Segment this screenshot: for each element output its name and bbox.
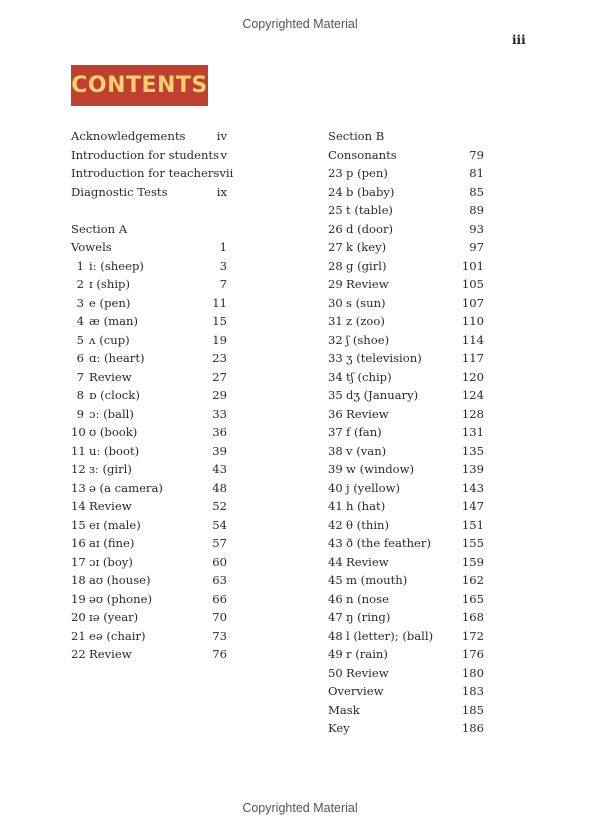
entry-title: Key <box>328 721 350 735</box>
entry-label: r (rain) <box>346 647 388 661</box>
entry-title: Diagnostic Tests <box>71 184 168 199</box>
entry-label: eə (chair) <box>89 628 146 643</box>
entry-title <box>328 238 469 257</box>
entry-title: Introduction for students <box>71 147 220 162</box>
entry-label: Review <box>89 369 132 384</box>
entry-title: Consonants <box>328 147 397 162</box>
unit-entry <box>71 534 227 553</box>
entry-page: 60 <box>212 554 227 569</box>
watermark-top: Copyrighted Material <box>242 17 358 31</box>
entry-page: 186 <box>461 721 484 735</box>
entry-title <box>71 590 212 609</box>
front-matter-entry <box>71 164 234 183</box>
unit-entry <box>328 331 484 350</box>
entry-page: 147 <box>461 499 484 513</box>
entry-number: 29 <box>328 277 343 291</box>
entry-label: tʃ (chip) <box>346 369 392 384</box>
entry-page: 183 <box>461 684 484 698</box>
unit-entry <box>71 460 227 479</box>
unit-entry <box>328 164 484 183</box>
entry-page: 1 <box>219 240 227 254</box>
entry-number: 38 <box>328 443 343 458</box>
entry-page: 11 <box>212 295 227 310</box>
entry-title <box>328 164 469 183</box>
entry-page: 63 <box>212 573 227 587</box>
entry-title <box>328 386 462 405</box>
entry-page: 151 <box>461 517 484 532</box>
back-matter-entry <box>328 701 484 720</box>
entry-title <box>328 627 462 646</box>
entry-number: 28 <box>328 258 343 273</box>
entry-page: 93 <box>469 221 484 236</box>
unit-entry <box>71 405 227 424</box>
entry-page: 172 <box>461 628 484 643</box>
entry-title <box>71 553 212 572</box>
entry-page: 135 <box>461 443 484 458</box>
unit-entry <box>328 664 484 683</box>
unit-entry <box>71 516 227 535</box>
entry-number: 43 <box>328 536 343 550</box>
entry-number: 26 <box>328 221 343 236</box>
entry-title <box>71 479 212 498</box>
entry-page: 162 <box>461 573 484 587</box>
entry-number: 31 <box>328 314 343 328</box>
unit-entry <box>328 590 484 609</box>
entry-title <box>71 516 212 535</box>
entry-number: 33 <box>328 351 343 365</box>
entry-title <box>71 405 212 424</box>
entry-page: 168 <box>461 610 484 624</box>
entry-label: ɡ (girl) <box>346 258 387 273</box>
entry-title: Vowels <box>71 240 112 254</box>
unit-entry <box>328 553 484 572</box>
entry-title <box>71 460 212 479</box>
entry-label: ɪ (ship) <box>89 277 130 291</box>
entry-page: 131 <box>461 425 484 439</box>
unit-entry <box>328 220 484 239</box>
entry-page: v <box>220 147 227 162</box>
entry-title <box>328 275 462 294</box>
entry-title <box>328 608 462 627</box>
unit-entry <box>71 423 227 442</box>
entry-title <box>328 183 469 202</box>
entry-label: ʒ (television) <box>346 351 422 365</box>
entry-label: aɪ (fine) <box>89 536 135 550</box>
entry-label: ð (the feather) <box>346 536 431 550</box>
entry-label: æ (man) <box>89 314 139 328</box>
group-entry <box>328 146 484 165</box>
entry-title <box>71 423 212 442</box>
entry-number: 34 <box>328 369 343 384</box>
entry-page: 117 <box>461 351 484 365</box>
unit-entry <box>328 516 484 535</box>
back-matter-entry <box>328 719 484 738</box>
unit-entry <box>328 386 484 405</box>
entry-page: 89 <box>469 203 484 217</box>
entry-number: 22 <box>71 647 86 661</box>
entry-number: 4 <box>76 314 84 328</box>
entry-title <box>71 312 212 331</box>
entry-number: 14 <box>71 499 86 513</box>
entry-label: θ (thin) <box>346 517 390 532</box>
entry-label: ʃ (shoe) <box>346 332 390 347</box>
unit-entry <box>328 349 484 368</box>
entry-number: 17 <box>71 554 86 569</box>
entry-label: j (yellow) <box>346 480 401 495</box>
entry-title <box>71 257 220 276</box>
entry-label: Review <box>346 554 389 569</box>
entry-title <box>71 386 212 405</box>
unit-entry <box>328 312 484 331</box>
unit-entry <box>71 627 227 646</box>
entry-page: 70 <box>212 610 227 624</box>
entry-title <box>71 627 212 646</box>
unit-entry <box>328 497 484 516</box>
entry-number: 13 <box>71 480 86 495</box>
entry-title <box>328 294 462 313</box>
unit-entry <box>71 368 227 387</box>
entry-page: 43 <box>212 462 227 476</box>
entry-title <box>71 442 212 461</box>
entry-number: 41 <box>328 499 343 513</box>
front-matter-entry <box>71 127 227 146</box>
unit-entry <box>71 275 227 294</box>
entry-title <box>328 442 462 461</box>
section-title: Section B <box>328 129 385 143</box>
entry-page: 7 <box>219 277 227 291</box>
entry-number: 2 <box>76 277 84 291</box>
watermark-bottom: Copyrighted Material <box>242 801 358 815</box>
entry-number: 32 <box>328 332 343 347</box>
entry-number: 37 <box>328 425 343 439</box>
entry-label: ŋ (ring) <box>346 610 391 624</box>
entry-label: w (window) <box>346 462 415 476</box>
spacer <box>71 201 227 220</box>
entry-label: m (mouth) <box>346 573 408 587</box>
entry-label: Review <box>346 665 389 680</box>
entry-number: 20 <box>71 610 86 624</box>
entry-label: ɜː (girl) <box>89 462 132 476</box>
entry-number: 10 <box>71 425 86 439</box>
entry-label: aʊ (house) <box>89 573 151 587</box>
entry-label: Review <box>346 277 389 291</box>
entry-label: Review <box>89 499 132 513</box>
group-entry <box>71 238 227 257</box>
unit-entry <box>328 257 484 276</box>
entry-label: k (key) <box>346 240 387 254</box>
entry-page: vii <box>219 166 234 180</box>
entry-title: Overview <box>328 684 384 698</box>
entry-title <box>328 405 462 424</box>
unit-entry <box>328 627 484 646</box>
entry-title: Acknowledgements <box>71 129 186 143</box>
entry-number: 42 <box>328 517 343 532</box>
toc-right-column <box>328 127 484 738</box>
entry-page: 139 <box>461 462 484 476</box>
unit-entry <box>328 368 484 387</box>
entry-label: iː (sheep) <box>89 258 144 273</box>
unit-entry <box>71 442 227 461</box>
entry-label: f (fan) <box>346 425 382 439</box>
unit-entry <box>328 479 484 498</box>
unit-entry <box>328 645 484 664</box>
entry-page: 165 <box>461 591 484 606</box>
entry-label: b (baby) <box>346 184 395 199</box>
entry-page: 15 <box>212 314 227 328</box>
entry-number: 27 <box>328 240 343 254</box>
front-matter-entry <box>71 146 227 165</box>
entry-title <box>328 645 462 664</box>
entry-page: 3 <box>219 258 227 273</box>
entry-page: 76 <box>212 647 227 661</box>
entry-number: 39 <box>328 462 343 476</box>
entry-number: 24 <box>328 184 343 199</box>
unit-entry <box>328 571 484 590</box>
section-heading <box>328 127 484 146</box>
entry-number: 1 <box>76 258 84 273</box>
entry-page: 101 <box>461 258 484 273</box>
entry-page: 54 <box>212 517 227 532</box>
entry-title <box>328 331 462 350</box>
entry-title <box>328 257 462 276</box>
unit-entry <box>328 442 484 461</box>
entry-page: 48 <box>212 480 227 495</box>
entry-number: 21 <box>71 628 86 643</box>
section-heading <box>71 220 227 239</box>
entry-title <box>328 220 469 239</box>
entry-title <box>71 331 212 350</box>
entry-page: 124 <box>461 388 484 402</box>
unit-entry <box>328 183 484 202</box>
page-title: CONTENTS <box>71 73 208 98</box>
unit-entry <box>328 423 484 442</box>
entry-label: s (sun) <box>346 295 386 310</box>
entry-title <box>328 534 462 553</box>
entry-label: ɑː (heart) <box>89 351 145 365</box>
entry-page: 159 <box>461 554 484 569</box>
entry-page: 33 <box>212 406 227 421</box>
entry-title <box>328 664 462 683</box>
entry-label: v (van) <box>346 443 387 458</box>
entry-title <box>71 497 212 516</box>
entry-page: 85 <box>469 184 484 199</box>
unit-entry <box>71 608 227 627</box>
unit-entry <box>328 608 484 627</box>
entry-page: 180 <box>461 665 484 680</box>
entry-page: 114 <box>461 332 484 347</box>
entry-title <box>328 497 462 516</box>
entry-title <box>328 312 462 331</box>
entry-label: Review <box>346 406 389 421</box>
entry-title: Mask <box>328 702 360 717</box>
entry-label: ɔː (ball) <box>89 406 134 421</box>
entry-title <box>328 349 462 368</box>
entry-page: 79 <box>469 147 484 162</box>
unit-entry <box>71 553 227 572</box>
unit-entry <box>71 479 227 498</box>
entry-page: 39 <box>212 443 227 458</box>
unit-entry <box>71 257 227 276</box>
entry-label: eɪ (male) <box>89 517 141 532</box>
entry-label: Review <box>89 647 132 661</box>
entry-title <box>328 479 462 498</box>
entry-label: d (door) <box>346 221 394 236</box>
entry-page: 176 <box>461 647 484 661</box>
entry-title <box>71 645 212 664</box>
entry-title <box>71 368 212 387</box>
entry-page: 36 <box>212 425 227 439</box>
unit-entry <box>328 534 484 553</box>
unit-entry <box>328 460 484 479</box>
entry-number: 36 <box>328 406 343 421</box>
entry-number: 47 <box>328 610 343 624</box>
page-number: iii <box>512 33 526 47</box>
unit-entry <box>71 645 227 664</box>
entry-number: 3 <box>76 295 84 310</box>
unit-entry <box>328 294 484 313</box>
entry-number: 35 <box>328 388 343 402</box>
entry-label: t (table) <box>346 203 393 217</box>
entry-label: ɔɪ (boy) <box>89 554 133 569</box>
entry-label: ɒ (clock) <box>89 388 140 402</box>
entry-title <box>71 294 212 313</box>
entry-label: dʒ (January) <box>346 388 419 402</box>
entry-label: ʌ (cup) <box>89 332 130 347</box>
entry-number: 6 <box>76 351 84 365</box>
entry-number: 30 <box>328 295 343 310</box>
entry-label: ʊ (book) <box>89 425 138 439</box>
entry-page: 120 <box>461 369 484 384</box>
entry-page: 29 <box>212 388 227 402</box>
entry-page: 107 <box>461 295 484 310</box>
entry-page: 27 <box>212 369 227 384</box>
entry-label: ɪə (year) <box>89 610 139 624</box>
unit-entry <box>71 386 227 405</box>
unit-entry <box>71 571 227 590</box>
entry-number: 9 <box>76 406 84 421</box>
unit-entry <box>328 238 484 257</box>
entry-number: 25 <box>328 203 343 217</box>
entry-label: z (zoo) <box>346 314 385 328</box>
entry-number: 11 <box>71 443 86 458</box>
entry-label: l (letter); (ball) <box>346 628 434 643</box>
unit-entry <box>71 497 227 516</box>
unit-entry <box>328 405 484 424</box>
entry-page: 19 <box>212 332 227 347</box>
entry-title <box>71 608 212 627</box>
unit-entry <box>71 349 227 368</box>
entry-number: 50 <box>328 665 343 680</box>
entry-number: 49 <box>328 647 343 661</box>
entry-page: 110 <box>461 314 484 328</box>
contents-banner <box>71 65 208 106</box>
entry-title <box>328 368 462 387</box>
entry-label: ə (a camera) <box>89 480 163 495</box>
entry-title <box>328 590 462 609</box>
entry-number: 46 <box>328 591 343 606</box>
entry-number: 40 <box>328 480 343 495</box>
unit-entry <box>328 275 484 294</box>
entry-page: 185 <box>461 702 484 717</box>
unit-entry <box>71 312 227 331</box>
entry-title <box>328 516 462 535</box>
unit-entry <box>71 331 227 350</box>
entry-label: p (pen) <box>346 166 388 180</box>
unit-entry <box>71 590 227 609</box>
entry-page: 73 <box>212 628 227 643</box>
entry-page: 52 <box>212 499 227 513</box>
entry-title <box>71 534 212 553</box>
entry-number: 44 <box>328 554 343 569</box>
entry-page: 105 <box>461 277 484 291</box>
entry-label: e (pen) <box>89 295 131 310</box>
entry-label: n (nose <box>346 591 389 606</box>
entry-number: 18 <box>71 573 86 587</box>
toc-left-column <box>71 127 234 664</box>
entry-page: 57 <box>212 536 227 550</box>
section-title: Section A <box>71 221 128 236</box>
entry-title <box>328 423 462 442</box>
entry-page: 23 <box>212 351 227 365</box>
entry-page: 155 <box>461 536 484 550</box>
entry-title <box>71 275 220 294</box>
entry-title <box>328 553 462 572</box>
entry-title <box>71 571 212 590</box>
entry-title <box>328 571 462 590</box>
entry-title <box>328 201 469 220</box>
entry-title <box>328 460 462 479</box>
entry-number: 45 <box>328 573 343 587</box>
entry-number: 7 <box>76 369 84 384</box>
entry-number: 16 <box>71 536 86 550</box>
entry-page: 97 <box>469 240 484 254</box>
entry-number: 19 <box>71 591 86 606</box>
entry-number: 8 <box>76 388 84 402</box>
unit-entry <box>328 201 484 220</box>
entry-page: iv <box>216 129 227 143</box>
entry-page: 143 <box>461 480 484 495</box>
unit-entry <box>71 294 227 313</box>
front-matter-entry <box>71 183 227 202</box>
entry-title <box>71 349 212 368</box>
entry-page: 66 <box>212 591 227 606</box>
entry-page: 128 <box>461 406 484 421</box>
entry-number: 5 <box>76 332 84 347</box>
entry-title: Introduction for teachers <box>71 166 220 180</box>
entry-label: əʊ (phone) <box>89 591 152 606</box>
entry-page: ix <box>216 184 227 199</box>
entry-number: 48 <box>328 628 343 643</box>
entry-page: 81 <box>469 166 484 180</box>
entry-number: 12 <box>71 462 86 476</box>
entry-label: uː (boot) <box>89 443 140 458</box>
back-matter-entry <box>328 682 484 701</box>
entry-number: 23 <box>328 166 343 180</box>
entry-number: 15 <box>71 517 86 532</box>
entry-label: h (hat) <box>346 499 386 513</box>
